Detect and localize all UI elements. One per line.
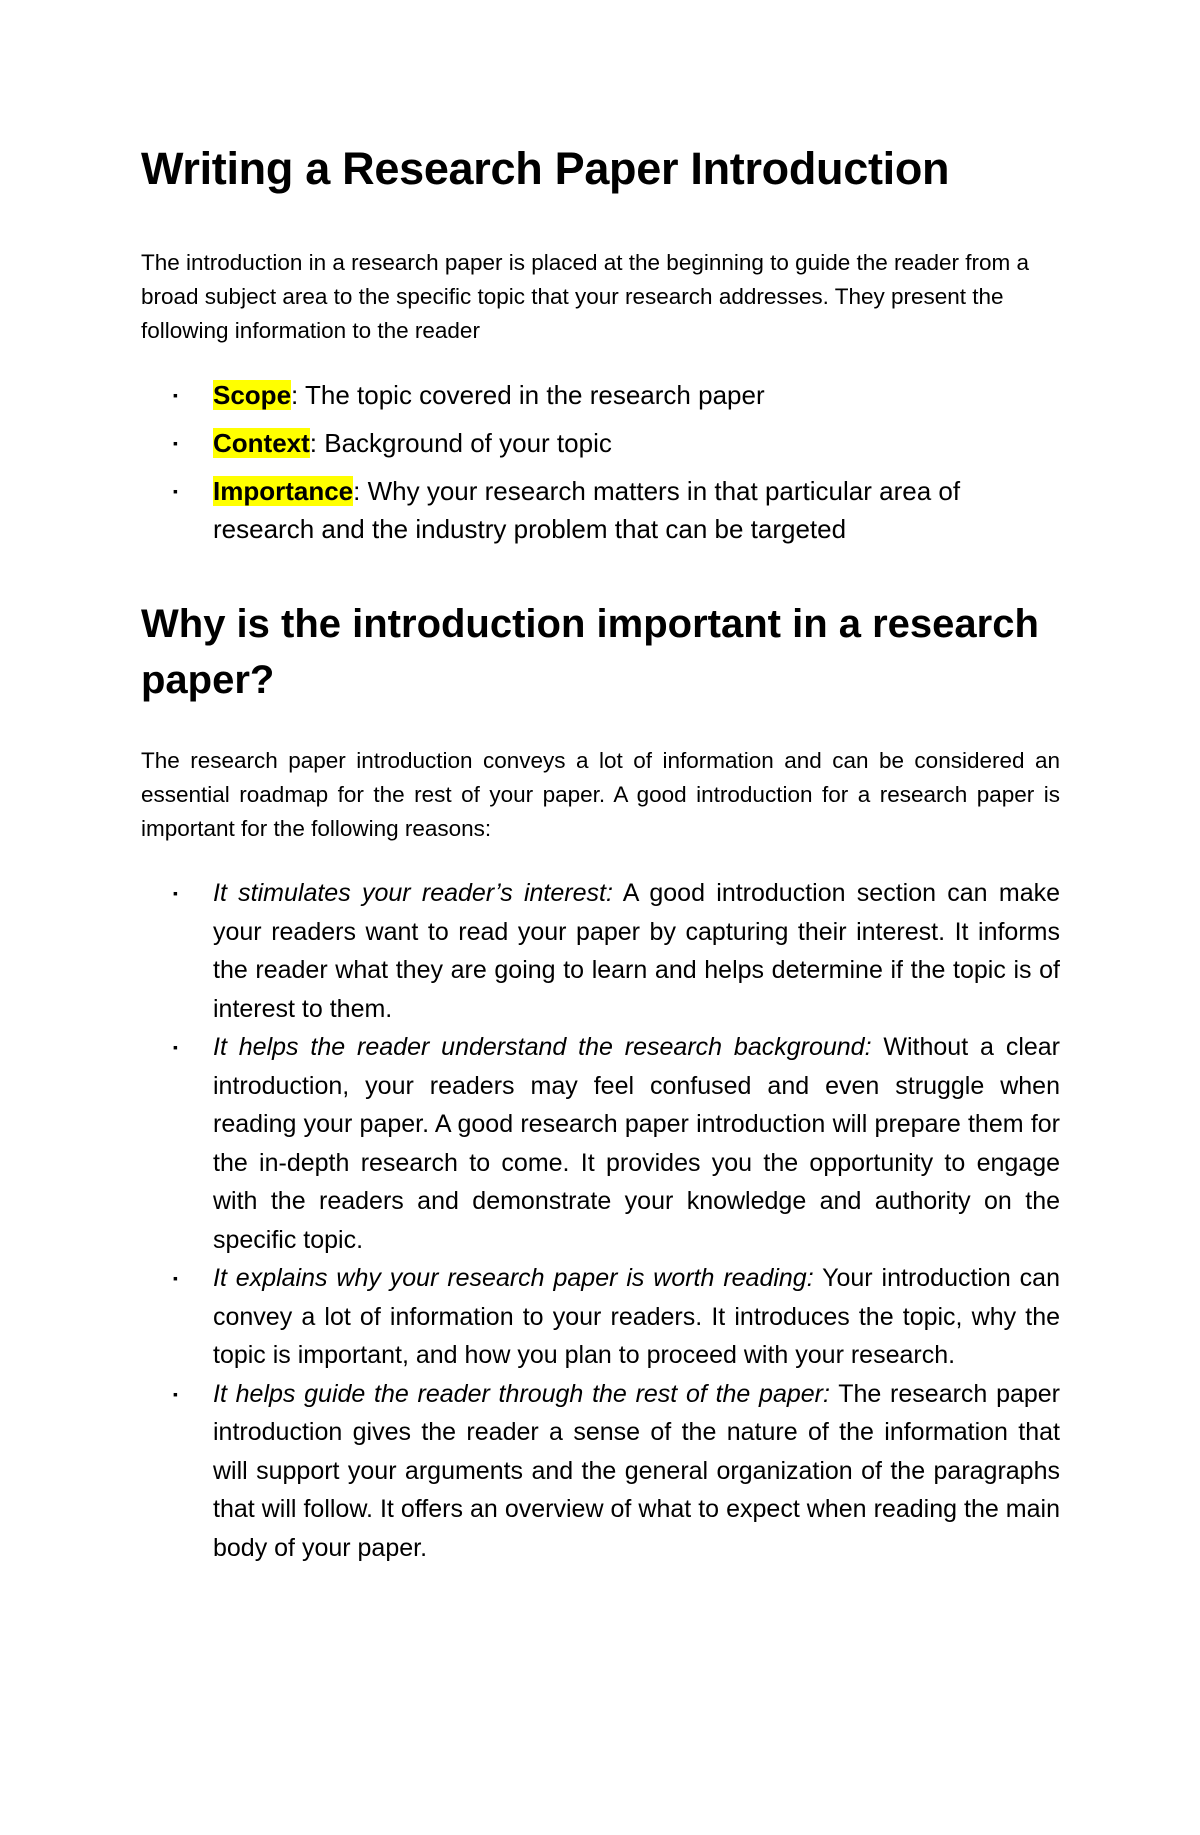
reason-text: The research paper introduction gives the reader a sense of the nature of the information that will support your arguments and the general organization of the paragraphs that will follow. It offers an overview of what to expect when reading the main body of your paper. (213, 1379, 1061, 1562)
section-heading: Why is the introduction important in a research paper? (141, 602, 1039, 702)
list-item-context (141, 424, 1060, 462)
highlighted-term: Scope (213, 380, 292, 410)
reasons-list (141, 874, 1060, 1567)
square-bullet-icon: ▪ (173, 435, 178, 451)
square-bullet-icon: ▪ (173, 885, 178, 901)
reason-text: Without a clear introduction, your readers may feel confused and even struggle when reading your paper. A good research paper introduction will prepare them for the in-depth research to come. It provides you the opportunity to engage with the readers and demonstrate your knowledge and authority on the specific topic. (213, 1033, 1061, 1254)
list-item-reason (141, 1259, 1060, 1375)
reason-text: A good introduction section can make your readers want to read your paper by capturing their interest. It informs the reader what they are going to learn and helps determine if the topic is of interest to them. (213, 879, 1060, 1023)
reason-lead: It helps the reader understand the research background: (213, 1033, 872, 1061)
document-title: Writing a Research Paper Introduction (141, 143, 950, 194)
square-bullet-icon: ▪ (173, 483, 178, 499)
intro-paragraph: The introduction in a research paper is placed at the beginning to guide the reader from a broad subject area to the specific topic that your research addresses. They present the following information to the reader (141, 250, 1030, 343)
list-item-scope (141, 376, 1060, 414)
list-item-text: : Why your research matters in that particular area of research and the industry problem that can be targeted (213, 476, 961, 544)
square-bullet-icon: ▪ (173, 387, 178, 403)
highlighted-term: Context (213, 428, 310, 458)
highlighted-term: Importance (213, 476, 354, 506)
section-paragraph: The research paper introduction conveys a lot of information and can be considered an essential roadmap for the rest of your paper. A good introduction for a research paper is important for the following reasons: (141, 748, 1060, 841)
list-item-reason (141, 874, 1060, 1028)
reason-text: Your introduction can convey a lot of information to your readers. It introduces the topic, why the topic is important, and how you plan to proceed with your research. (213, 1264, 1060, 1369)
reason-lead: It stimulates your reader’s interest: (213, 879, 613, 907)
square-bullet-icon: ▪ (173, 1270, 178, 1286)
list-item-importance (141, 472, 1060, 548)
list-item-reason (141, 1375, 1060, 1568)
list-item-text: : The topic covered in the research paper (291, 380, 765, 410)
square-bullet-icon: ▪ (173, 1385, 178, 1402)
list-item-reason (141, 1028, 1060, 1259)
reason-lead: It helps guide the reader through the rest of the paper: (213, 1379, 830, 1408)
key-points-list (141, 376, 1060, 548)
list-item-text: : Background of your topic (309, 428, 612, 458)
square-bullet-icon: ▪ (173, 1039, 178, 1055)
reason-lead: It explains why your research paper is worth reading: (213, 1264, 814, 1292)
